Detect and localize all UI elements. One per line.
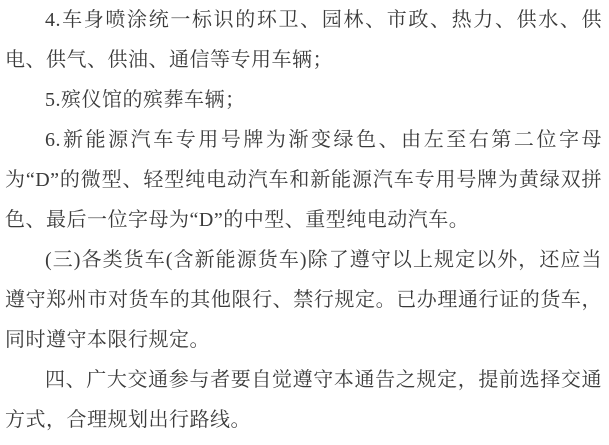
paragraph-item-5-funeral-vehicles: 5.殡仪馆的殡葬车辆；: [45, 89, 246, 111]
paragraph-section-3-trucks: (三)各类货车(含新能源货车)除了遵守以上规定以外，还应当遵守郑州市对货车的其他限行、禁行规定。已办理通行证的货车，同时遵守本限行规定。: [5, 249, 602, 351]
paragraph-item-4-special-vehicles: 4.车身喷涂统一标识的环卫、园林、市政、热力、供水、供电、供气、供油、通信等专用车辆；: [5, 9, 602, 71]
paragraph-item-6-new-energy-vehicles: 6.新能源汽车专用号牌为渐变绿色、由左至右第二位字母为“D”的微型、轻型纯电动汽车和新能源汽车专用号牌为黄绿双拼色、最后一位字母为“D”的中型、重型纯电动汽车。: [5, 129, 602, 231]
paragraph-section-4-public-notice: 四、广大交通参与者要自觉遵守本通告之规定，提前选择交通方式，合理规划出行路线。: [5, 369, 602, 431]
